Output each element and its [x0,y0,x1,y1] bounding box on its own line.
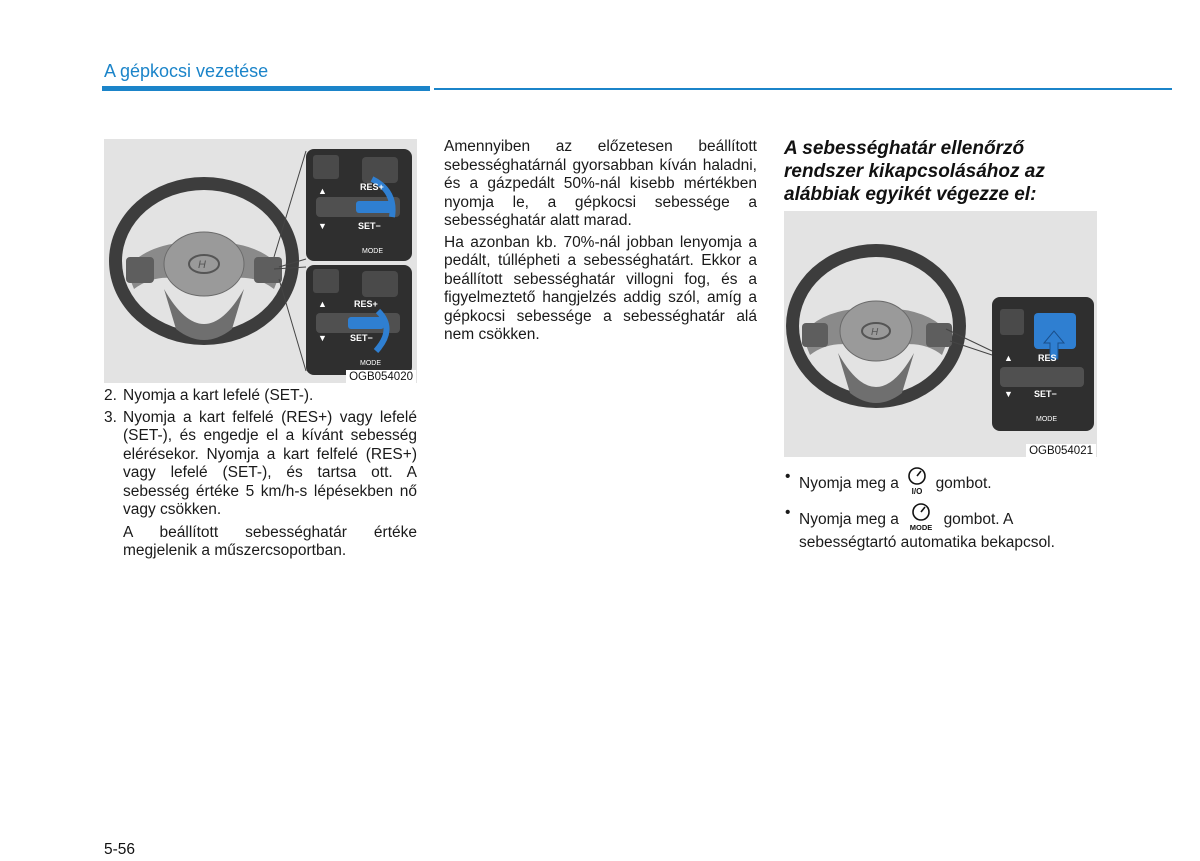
paragraph: Amennyiben az előzetesen beállított sebességhatárnál gyorsabban kíván haladni, és a gázpedált 50%-nál kisebb mértékben nyomja le, a gépkocsi sebessége a sebességhatár alatt marad. [444,138,757,229]
header-rule-thick [102,86,430,91]
figure-2-caption: OGB054021 [1026,444,1096,458]
steering-wheel-illustration-2 [786,244,992,408]
header-rule-thin [434,88,1172,90]
set-minus-label-bottom: SET− [350,333,373,343]
svg-text:H: H [871,327,879,338]
set-minus-label: SET− [1034,389,1057,399]
step-note: A beállított sebességhatár értéke megjelenik a műszercsoportban. [123,523,417,559]
bullet-item [785,466,1097,496]
bullet-list [785,466,1097,560]
steering-wheel-figure-2 [784,211,1097,457]
res-plus-label-top: RES+ [360,182,384,192]
io-icon-label: I/O [911,487,923,496]
mode-label-bottom: MODE [360,360,381,367]
res-plus-label-bottom: RES+ [354,299,378,309]
svg-text:H: H [198,259,206,271]
mode-label: MODE [1036,416,1057,423]
control-panel-top [306,149,412,261]
mode-speed-icon [906,502,936,532]
control-panel-right [992,297,1094,431]
left-column [104,387,417,564]
svg-text:▼: ▼ [318,221,327,231]
section-heading: A sebességhatár ellenőrző rendszer kikapcsolásához az alábbiak egyikét végezze el: [784,138,1045,205]
bullet-item [785,502,1097,554]
svg-text:▼: ▼ [318,333,327,343]
step-text: Nyomja a kart felfelé (RES+) vagy lefelé (SET-), és engedje el a kívánt sebesség elérésekor. Nyomja a kart felfelé (RES+) vagy lefelé (SET-), és tartsa ott. A sebesség értéke 5 km/h-s lépésekben nő vagy csökken. [123,408,417,518]
bullet-text-after: gombot. [935,475,992,492]
steering-wheel-illustration [109,151,306,371]
set-minus-label-top: SET− [358,221,381,231]
step-text: Nyomja a kart lefelé (SET-). [123,387,314,404]
step-item [104,409,417,520]
svg-text:▲: ▲ [1004,353,1013,363]
control-panel-bottom [306,265,412,375]
bullet-dot: • [785,504,791,521]
svg-text:▼: ▼ [1004,389,1013,399]
step-number: 3. [104,408,117,426]
mode-label-top: MODE [362,248,383,255]
mode-icon-label: MODE [910,523,933,532]
svg-text:▲: ▲ [318,186,327,196]
middle-column [444,138,757,348]
steering-wheel-figure-1 [104,139,417,383]
io-speed-icon [906,466,928,496]
bullet-text-after: gombot. A sebességtartó automatika bekapcsol. [799,511,1055,551]
page-header-title: A gépkocsi vezetése [104,61,269,81]
bullet-text-before: Nyomja meg a [799,475,899,492]
bullet-dot: • [785,468,791,485]
steps-list [104,387,417,520]
step-item [104,387,417,406]
paragraph: Ha azonban kb. 70%-nál jobban lenyomja a pedált, túllépheti a sebességhatárt. Ekkor a beállított sebességhatár villogni fog, és a figyelmeztető hangjelzés addig szól, amíg a gépkocsi sebessége a sebességhatár alá nem csökken. [444,233,757,343]
page-number: 5-56 [104,841,136,858]
step-number: 2. [104,387,117,404]
bullet-text-before: Nyomja meg a [799,511,899,528]
res-label: RES [1038,353,1057,363]
svg-text:▲: ▲ [318,299,327,309]
figure-1-caption: OGB054020 [346,370,416,384]
